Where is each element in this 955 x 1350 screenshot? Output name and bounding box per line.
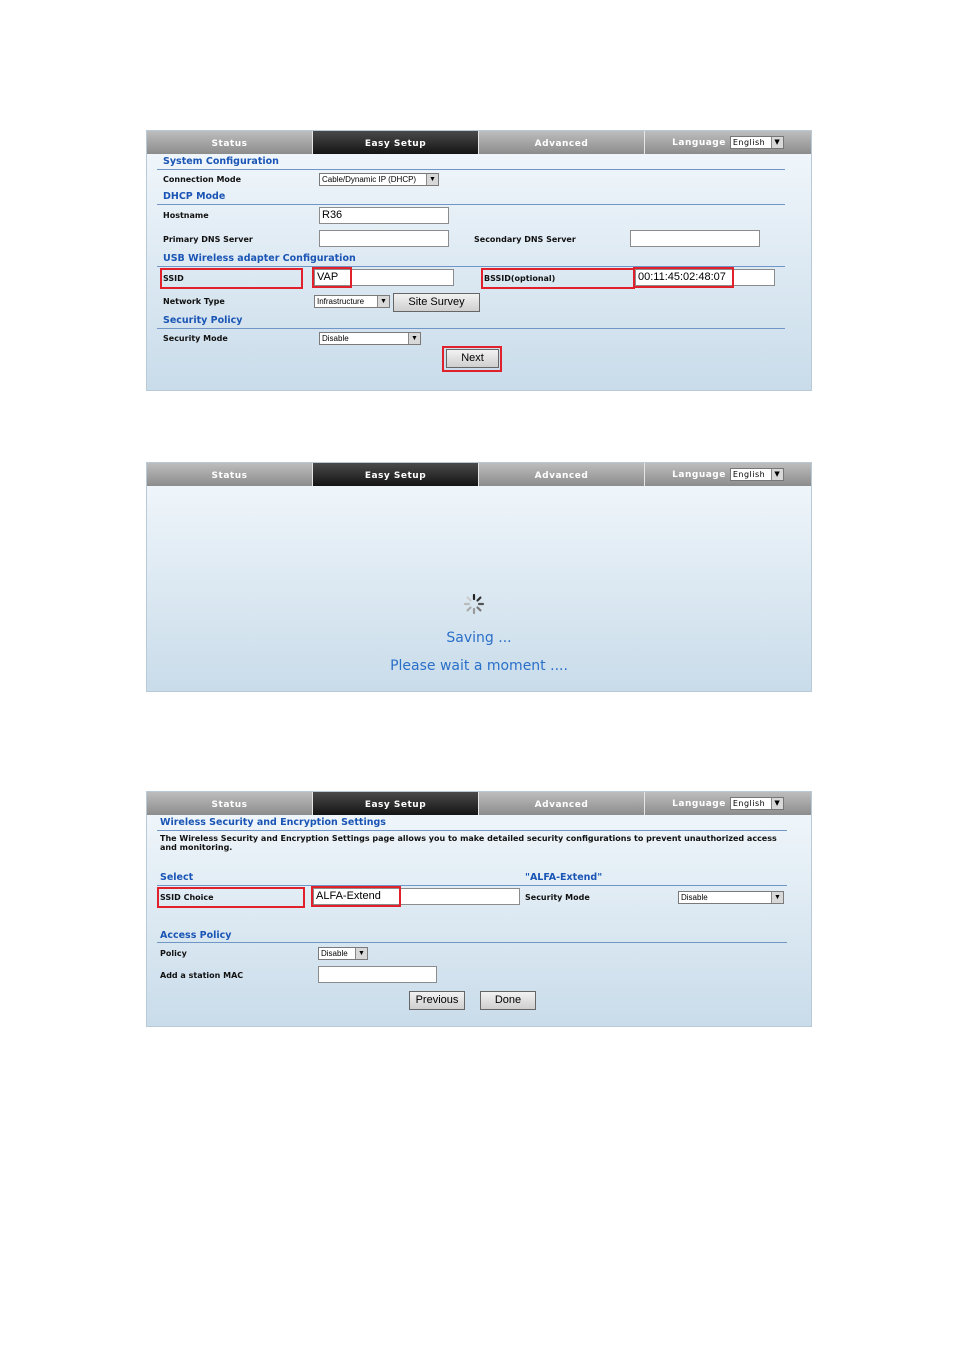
ssid-label-highlight [160, 268, 303, 289]
divider [157, 830, 787, 831]
security-mode-select[interactable] [678, 891, 784, 904]
language-value: English [732, 138, 766, 147]
language-label: Language [672, 798, 726, 809]
chevron-down-icon: ▼ [771, 137, 783, 148]
ssid-choice-label: SSID Choice [160, 893, 214, 902]
wireless-security-panel [146, 791, 812, 1027]
language-area [645, 131, 811, 154]
secondary-dns-input[interactable] [630, 230, 760, 247]
chevron-down-icon: ▼ [355, 948, 367, 959]
network-name-title: "ALFA-Extend" [525, 872, 603, 883]
bssid-input[interactable]: 00:11:45:02:48:07 [635, 269, 775, 286]
primary-dns-input[interactable] [319, 230, 449, 247]
hostname-input[interactable]: R36 [319, 207, 449, 224]
language-select[interactable] [730, 797, 784, 810]
top-nav [147, 792, 811, 815]
security-mode-value: Disable [322, 334, 349, 343]
policy-value: Disable [321, 949, 348, 958]
divider [157, 328, 785, 329]
easy-setup-panel [146, 130, 812, 391]
primary-dns-label: Primary DNS Server [163, 235, 253, 244]
chevron-down-icon: ▼ [426, 174, 438, 185]
section-system-configuration: System Configuration [163, 156, 279, 167]
security-mode-label: Security Mode [525, 893, 590, 902]
tab-status[interactable]: Status [147, 131, 313, 154]
top-nav [147, 131, 811, 154]
tab-advanced[interactable]: Advanced [479, 463, 645, 486]
top-nav [147, 463, 811, 486]
security-mode-label: Security Mode [163, 334, 228, 343]
section-access-policy: Access Policy [160, 930, 232, 941]
chevron-down-icon: ▼ [408, 333, 420, 344]
done-button[interactable]: Done [480, 991, 536, 1010]
language-select[interactable] [730, 468, 784, 481]
loading-spinner-icon [463, 593, 485, 615]
tab-status[interactable]: Status [147, 792, 313, 815]
divider [157, 169, 785, 170]
network-type-label: Network Type [163, 297, 225, 306]
section-usb-wireless-adapter: USB Wireless adapter Configuration [163, 253, 356, 264]
ssid-input-highlight [312, 267, 352, 288]
tab-easy-setup[interactable]: Easy Setup [313, 792, 479, 815]
tab-advanced[interactable]: Advanced [479, 792, 645, 815]
previous-button[interactable]: Previous [409, 991, 465, 1010]
wait-text: Please wait a moment .... [390, 658, 568, 674]
add-station-mac-input[interactable] [318, 966, 437, 983]
security-mode-value: Disable [681, 893, 708, 902]
next-button[interactable]: Next [446, 349, 499, 368]
chevron-down-icon: ▼ [377, 296, 389, 307]
divider [157, 204, 785, 205]
security-mode-select[interactable] [319, 332, 421, 345]
ssid-choice-input-highlight [311, 886, 401, 907]
next-button-highlight [442, 346, 502, 372]
network-type-value: Infrastructure [317, 297, 365, 306]
bssid-label: BSSID(optional) [484, 274, 556, 283]
ssid-choice-input[interactable]: ALFA-Extend [313, 888, 520, 905]
tab-easy-setup[interactable]: Easy Setup [313, 463, 479, 486]
saving-panel [146, 462, 812, 692]
language-value: English [732, 799, 766, 808]
section-security-policy: Security Policy [163, 315, 243, 326]
tab-advanced[interactable]: Advanced [479, 131, 645, 154]
chevron-down-icon: ▼ [771, 469, 783, 480]
language-value: English [732, 470, 766, 479]
language-label: Language [672, 469, 726, 480]
site-survey-button[interactable]: Site Survey [393, 293, 480, 312]
divider [157, 885, 787, 886]
language-select[interactable] [730, 136, 784, 149]
network-type-select[interactable] [314, 295, 390, 308]
saving-text: Saving ... [446, 630, 512, 646]
chevron-down-icon: ▼ [771, 892, 783, 903]
tab-easy-setup[interactable]: Easy Setup [313, 131, 479, 154]
ssid-label: SSID [163, 274, 184, 283]
language-area [645, 792, 811, 815]
policy-select[interactable] [318, 947, 368, 960]
connection-mode-label: Connection Mode [163, 175, 242, 184]
add-station-mac-label: Add a station MAC [160, 971, 244, 980]
page-description: The Wireless Security and Encryption Settings page allows you to make detailed security configurations to prevent unauthorized access and monitoring. [160, 834, 777, 852]
hostname-label: Hostname [163, 211, 209, 220]
language-area [645, 463, 811, 486]
ssid-choice-label-highlight [157, 887, 305, 908]
tab-status[interactable]: Status [147, 463, 313, 486]
ssid-input[interactable]: VAP [314, 269, 454, 286]
chevron-down-icon: ▼ [771, 798, 783, 809]
section-select: Select [160, 872, 194, 883]
divider [157, 942, 787, 943]
bssid-input-highlight [633, 267, 734, 288]
bssid-label-highlight [481, 268, 635, 289]
section-dhcp-mode: DHCP Mode [163, 191, 226, 202]
secondary-dns-label: Secondary DNS Server [474, 235, 576, 244]
page-title: Wireless Security and Encryption Settings [160, 817, 386, 828]
connection-mode-value: Cable/Dynamic IP (DHCP) [322, 175, 417, 184]
policy-label: Policy [160, 949, 187, 958]
connection-mode-select[interactable] [319, 173, 439, 186]
language-label: Language [672, 137, 726, 148]
